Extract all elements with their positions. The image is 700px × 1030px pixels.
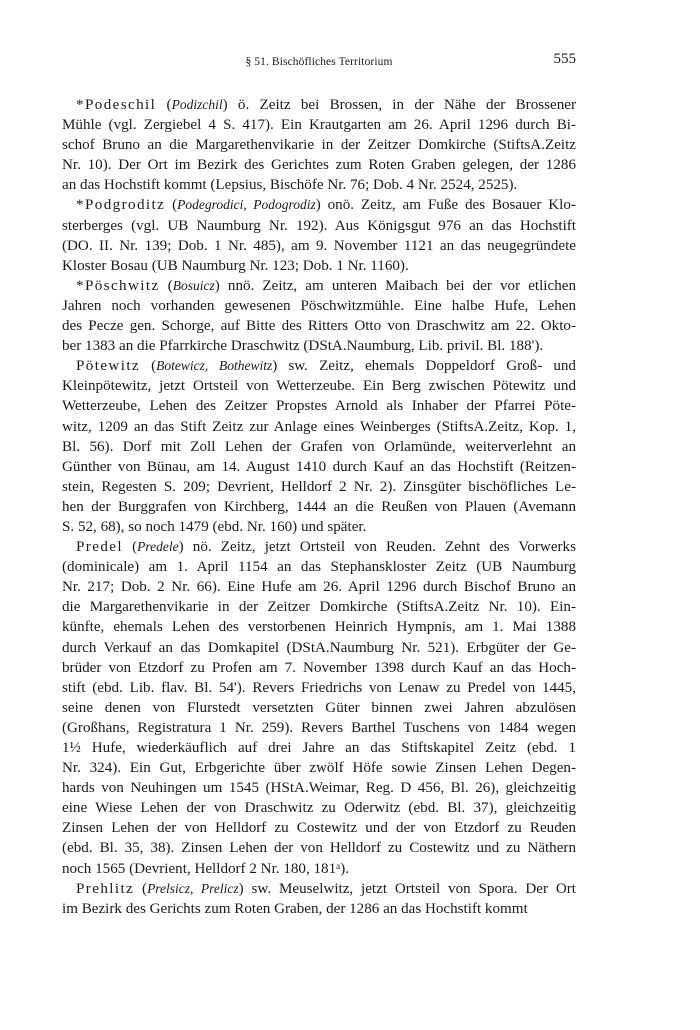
text-line: schof Bruno an die Margarethenvikarie in der Zeitzer Domkirche (StiftsA.Zeitz <box>62 137 576 154</box>
text-line: witz, 1209 an das Stift Zeitz zur Anlage eines Weinberges (StiftsA.Zeitz, Kop. 1, <box>62 418 576 435</box>
text-line: im Bezirk des Gerichts zum Roten Graben, der 1286 an das Hochstift kommt <box>62 900 528 917</box>
running-header <box>62 51 576 73</box>
text-line: Wetterzeube, Lehen des Zeitzer Propstes Arnold als Inhaber der Pfarrei Pöte- <box>62 398 576 415</box>
text-line: Mühle (vgl. Zergiebel 4 S. 417). Ein Krautgarten am 26. April 1296 durch Bi- <box>62 117 576 134</box>
text-line: Kleinpötewitz, jetzt Ortsteil von Wetterzeube. Ein Berg zwischen Pötewitz und <box>62 378 576 395</box>
line-text: onö. Zeitz, am Fuße des Bosauer Klo- <box>327 197 576 214</box>
text-line: die Margarethenvikarie in der Zeitzer Domkirche (StiftsA.Zeitz Nr. 10). Ein- <box>62 599 576 616</box>
text-line: (ebd. Bl. 35, 38). Zinsen Lehen der von Helldorf zu Costewitz und zu Näthern <box>62 840 576 857</box>
entry-lemma: Prehlitz <box>76 880 135 897</box>
text-line: S. 52, 68), so noch 1479 (ebd. Nr. 160) und später. <box>62 518 367 535</box>
text-line: Zinsen Lehen der von Helldorf zu Costewitz und der von Etzdorf zu Reuden <box>62 820 576 837</box>
text-line: Nr. 217; Dob. 2 Nr. 66). Eine Hufe am 26. April 1296 durch Bischof Bruno an <box>62 579 576 596</box>
text-line: Nr. 324). Ein Gut, Erbgerichte über zwölf Höfe sowie Zinsen Lehen Degen- <box>62 760 576 777</box>
entry-variant-spelling: Botewicz, Bothewitz <box>156 358 273 374</box>
text-line: Pötewitz (Botewicz, Bothewitz) sw. Zeitz, ehemals Doppeldorf Groß- und <box>76 358 576 375</box>
entry-variant-spelling: Bosuicz <box>172 277 215 293</box>
entry-variant-spelling: Predele <box>137 539 179 555</box>
text-line: *Podeschil (Podizchil) ö. Zeitz bei Brossen, in der Nähe der Brossener <box>76 97 576 113</box>
gazetteer-entry <box>62 537 576 879</box>
entry-lemma: *Podeschil <box>76 97 157 113</box>
text-line: (dominicale) am 1. April 1154 an das Stephanskloster Zeitz (UB Naumburg <box>62 559 576 576</box>
text-line: eine Wiese Lehen der von Draschwitz zu Oderwitz (ebd. Bl. 37), gleichzeitig <box>62 800 576 817</box>
entry-variant-spelling: Podegrodici, Podogrodiz <box>177 197 316 213</box>
entry-variant-spelling: Podizchil <box>171 97 223 112</box>
entry-lemma: Pötewitz <box>76 358 141 375</box>
text-line: brüder von Etzdorf zu Profen am 7. November 1398 durch Kauf an das Hoch- <box>62 659 576 676</box>
gazetteer-entry <box>62 356 576 537</box>
line-text: nö. Zeitz, jetzt Ortsteil von Reuden. Zehnt des Vorwerks <box>192 539 576 556</box>
entry-lemma: *Podgroditz <box>76 197 166 214</box>
text-line: sterberges (vgl. UB Naumburg Nr. 192). Aus Königsgut 976 an das Hochstift <box>62 217 576 234</box>
text-line: Kloster Bosau (UB Naumburg Nr. 123; Dob. 1 Nr. 1160). <box>62 257 409 274</box>
text-line: Predel (Predele) nö. Zeitz, jetzt Ortsteil von Reuden. Zehnt des Vorwerks <box>76 539 576 556</box>
text-line: (DO. II. Nr. 139; Dob. 1 Nr. 485), am 9. November 1121 an das neugegründete <box>62 237 576 254</box>
text-line: hen der Burggrafen von Kirchberg, 1444 an die Reußen von Plauen (Avemann <box>62 498 576 515</box>
page-number: 555 <box>553 51 576 67</box>
text-line: Jahren noch vorhanden gewesenen Pöschwitzmühle. Eine halbe Hufe, Lehen <box>62 297 576 314</box>
text-line: Bl. 56). Dorf mit Zoll Lehen der Grafen von Orlamünde, weiterverlehnt an <box>62 438 576 455</box>
gazetteer-entry <box>62 95 576 195</box>
entry-lemma: Predel <box>76 539 123 556</box>
line-text: sw. Zeitz, ehemals Doppeldorf Groß- und <box>288 358 576 375</box>
text-line: seine denen von Flurstedt versetzten Güter binnen zwei Jahren abzulösen <box>62 699 576 716</box>
text-line: Prehlitz (Prelsicz, Prelicz) sw. Meuselwitz, jetzt Ortsteil von Spora. Der Ort <box>76 880 576 897</box>
running-title: § 51. Bischöfliches Territorium <box>245 56 393 68</box>
text-line: hards von Neuhingen um 1545 (HStA.Weimar, Reg. D 456, Bl. 26), gleichzeitig <box>62 780 576 797</box>
line-text: nnö. Zeitz, am unteren Maibach bei der vor etlichen <box>227 277 576 294</box>
gazetteer-entry <box>62 195 576 275</box>
text-line: 1½ Hufe, wiederkäuflich auf drei Jahre an das Stiftskapitel Zeitz (ebd. 1 <box>62 740 576 756</box>
text-line: ber 1383 an die Pfarrkirche Draschwitz (DStA.Naumburg, Lib. privil. Bl. 188'). <box>62 338 544 355</box>
text-line: *Podgroditz (Podegrodici, Podogrodiz) onö. Zeitz, am Fuße des Bosauer Klo- <box>76 197 576 214</box>
text-line: an das Hochstift kommt (Lepsius, Bischöfe Nr. 76; Dob. 4 Nr. 2524, 2525). <box>62 177 518 194</box>
text-line: stein, Regesten S. 209; Devrient, Helldorf 2 Nr. 2). Zinsgüter bischöfliches Le- <box>62 478 576 495</box>
gazetteer-entry <box>62 879 576 919</box>
text-line: künfte, ehemals Lehen des verstorbenen Heinrich Hympnis, am 1. Mai 1388 <box>62 619 576 636</box>
text-line: *Pöschwitz (Bosuicz) nnö. Zeitz, am unteren Maibach bei der vor etlichen <box>76 277 576 294</box>
line-text: ö. Zeitz bei Brossen, in der Nähe der Brossener <box>237 97 576 113</box>
text-line: des Pecze gen. Schorge, auf Bitte des Ritters Otto von Draschwitz am 22. Okto- <box>62 318 576 335</box>
text-line: noch 1565 (Devrient, Helldorf 2 Nr. 180, 181ᵃ). <box>62 860 350 877</box>
text-line: stift (ebd. Lib. flav. Bl. 54'). Revers Friedrichs von Lenaw zu Predel von 1445, <box>62 679 576 696</box>
entry-variant-spelling: Prelsicz, Prelicz <box>147 880 239 896</box>
text-line: (Großhans, Registratura 1 Nr. 259). Revers Barthel Tuschens von 1484 wegen <box>62 719 576 736</box>
main-text <box>62 95 576 919</box>
line-text: sw. Meuselwitz, jetzt Ortsteil von Spora. Der Ort <box>251 880 576 897</box>
text-line: durch Verkauf an das Domkapitel (DStA.Naumburg Nr. 521). Erbgüter der Ge- <box>62 639 576 656</box>
text-line: Günther von Bünau, am 14. August 1410 durch Kauf an das Hochstift (Reitzen- <box>62 458 576 475</box>
gazetteer-entry <box>62 276 576 356</box>
text-line: Nr. 10). Der Ort im Bezirk des Gerichtes zum Roten Graben gelegen, der 1286 <box>62 157 576 174</box>
entry-lemma: *Pöschwitz <box>76 277 160 294</box>
